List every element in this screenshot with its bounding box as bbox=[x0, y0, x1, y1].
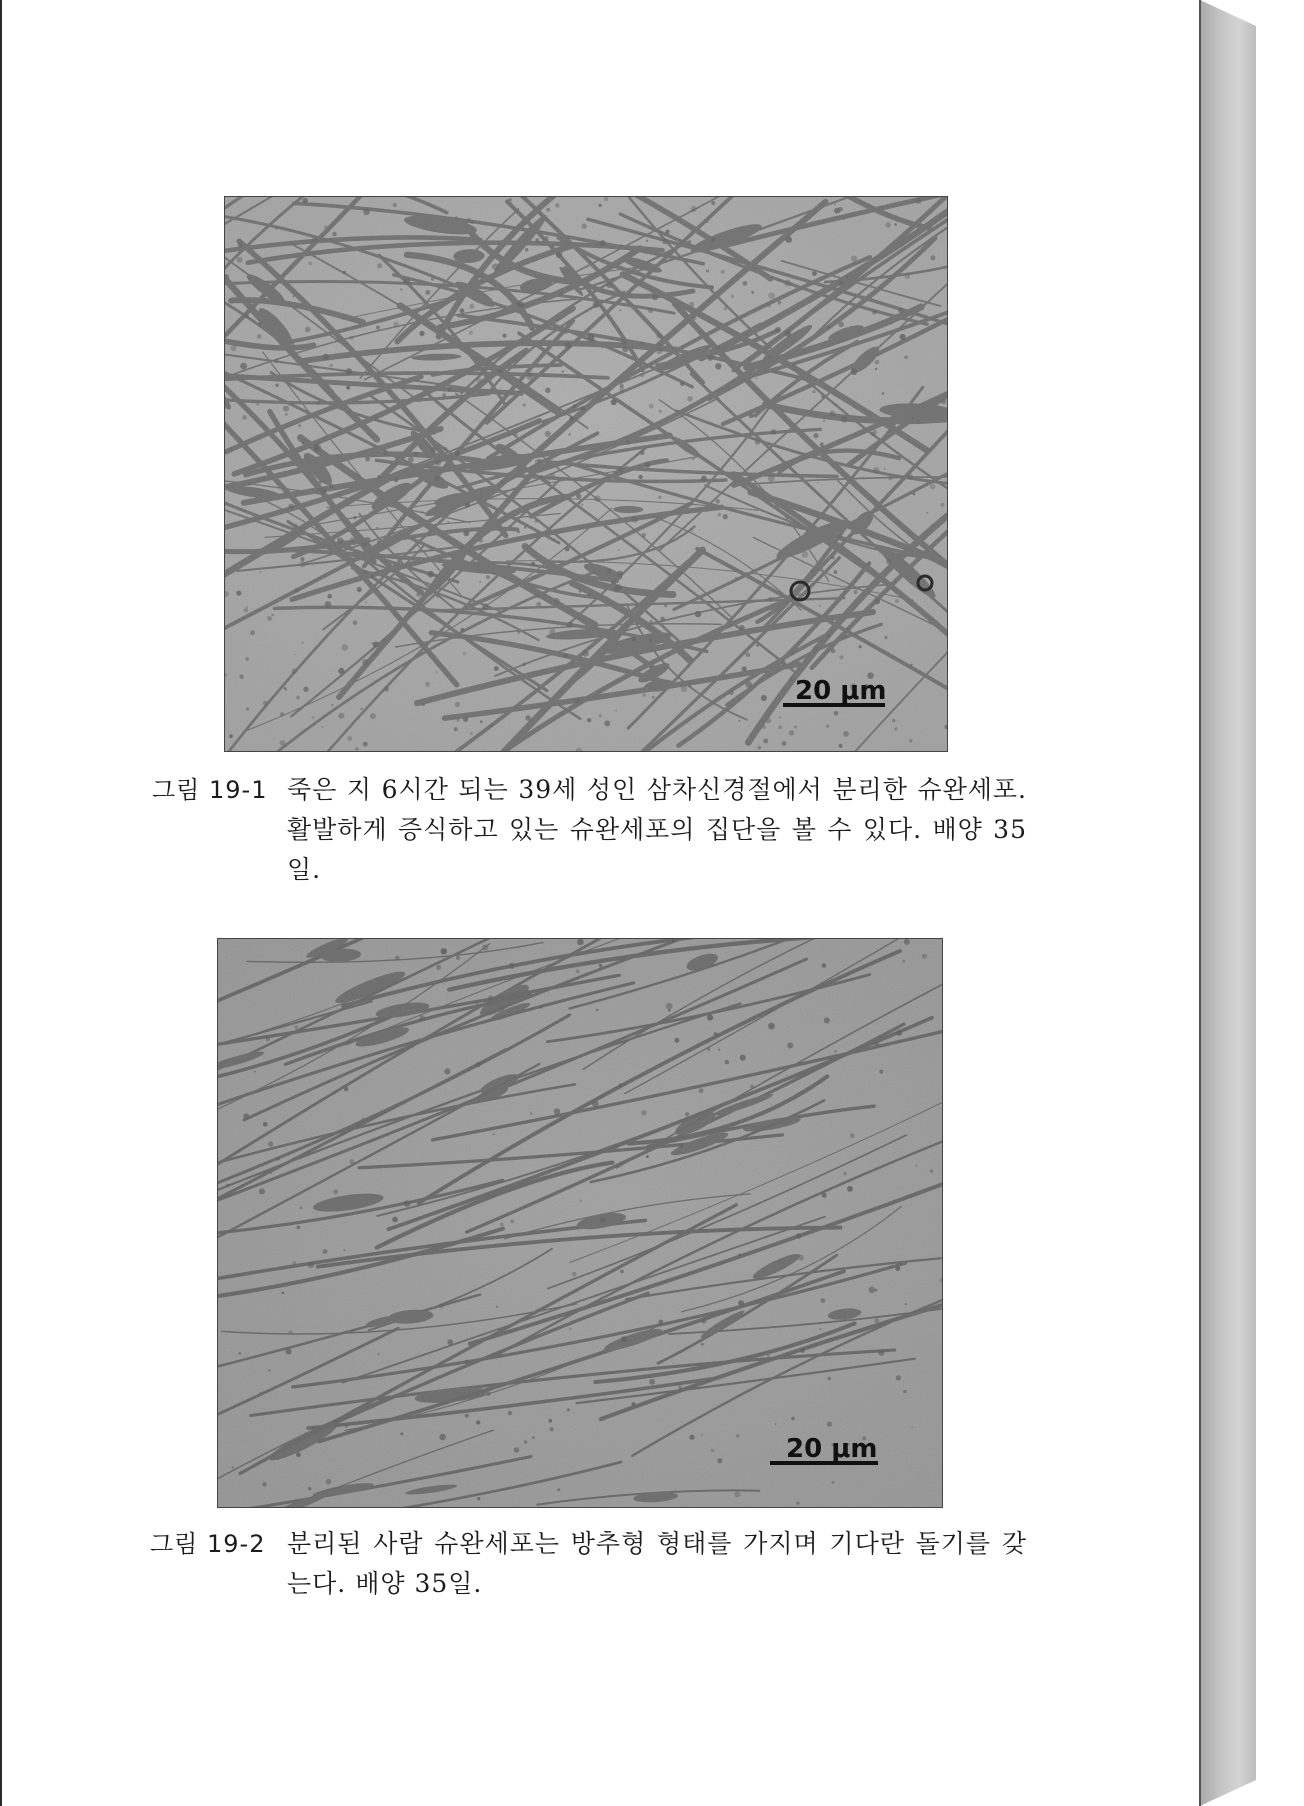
figure-label-2: 그림 19-2 bbox=[150, 1530, 266, 1558]
micrograph-figure-1 bbox=[224, 196, 948, 752]
scale-bar-label-1: 20 μm bbox=[795, 676, 887, 706]
micrograph-figure-2 bbox=[217, 938, 943, 1508]
figure-caption-text-1: 죽은 지 6시간 되는 39세 성인 삼차신경절에서 분리한 슈완세포. 활발하게 증식하고 있는 슈완세포의 집단을 볼 수 있다. 배양 35일. bbox=[287, 775, 1027, 884]
figure-caption-text-2: 분리된 사람 슈완세포는 방추형 형태를 가지며 기다란 돌기를 갖는다. 배양 35일. bbox=[287, 1529, 1027, 1598]
micrograph-image-1 bbox=[225, 197, 947, 751]
figure-caption-2 bbox=[150, 1524, 1030, 1614]
micrograph-image-2 bbox=[218, 939, 942, 1507]
scale-bar-label-2: 20 μm bbox=[786, 1434, 878, 1464]
figure-label-1: 그림 19-1 bbox=[152, 776, 268, 804]
book-page-edge bbox=[1200, 0, 1256, 1806]
book-spine-line bbox=[1199, 0, 1201, 1806]
figure-caption-1 bbox=[152, 770, 1032, 900]
